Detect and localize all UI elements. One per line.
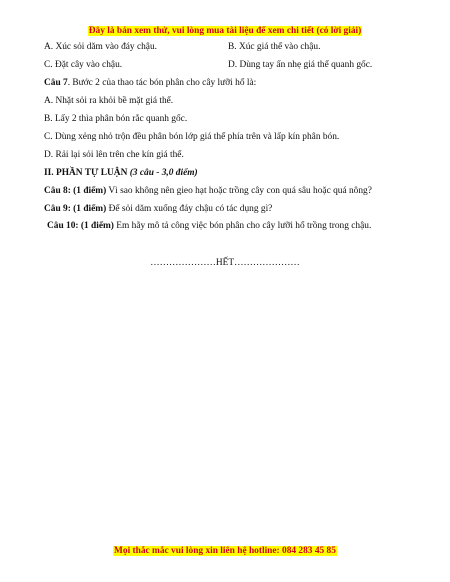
footer-banner: Mọi thắc mắc vui lòng xin liên hệ hotline: 084 283 45 85 [114,546,336,556]
q7-text: . Bước 2 của thao tác bón phân cho cây lưỡi hổ là: [67,78,257,88]
section-2-title: II. PHẦN TỰ LUẬN [44,168,128,178]
q8-question [44,185,372,197]
q6-option-d: D. Dùng tay ấn nhẹ giá thể quanh gốc. [228,60,373,70]
q10-text: Em hãy mô tả công việc bón phân cho cây lưỡi hổ trồng trong chậu. [113,221,372,231]
q7-option-c: C. Dùng xẻng nhỏ trộn đều phân bón lớp giá thể phía trên và lấp kín phân bón. [44,132,340,142]
q8-text: Vì sao không nên gieo hạt hoặc trồng cây con quá sâu hoặc quá nông? [106,186,372,196]
section-2-note: (3 câu - 3,0 điểm) [127,168,198,178]
q7-label: Câu 7 [44,78,68,88]
q6-option-c: C. Đặt cây vào chậu. [44,60,123,70]
q9-label: Câu 9: (1 điểm) [44,204,107,214]
q10-question [47,220,371,232]
q10-label: Câu 10: (1 điểm) [47,221,114,231]
q9-question [44,203,272,215]
q6-option-a: A. Xúc sỏi dăm vào đáy chậu. [44,42,157,52]
header-banner: Đây là bản xem thử, vui lòng mua tài liệu để xem chi tiết (có lời giải) [88,26,362,36]
q8-label: Câu 8: (1 điểm) [44,186,107,196]
footer-banner-row [0,545,450,557]
q7-option-b: B. Lấy 2 thìa phân bón rắc quanh gốc. [44,114,188,124]
header-banner-row [0,25,450,37]
q9-text: Để sỏi dăm xuống đáy chậu có tác dụng gì? [106,204,273,214]
q7-question [44,77,256,89]
q7-option-d: D. Rải lại sỏi lên trên che kín giá thể. [44,150,184,160]
q6-option-b: B. Xúc giá thể vào chậu. [228,42,321,52]
q7-option-a: A. Nhặt sỏi ra khỏi bề mặt giá thể. [44,96,174,106]
end-marker: …………………HẾT………………… [150,258,300,268]
section-2-heading [44,167,198,179]
